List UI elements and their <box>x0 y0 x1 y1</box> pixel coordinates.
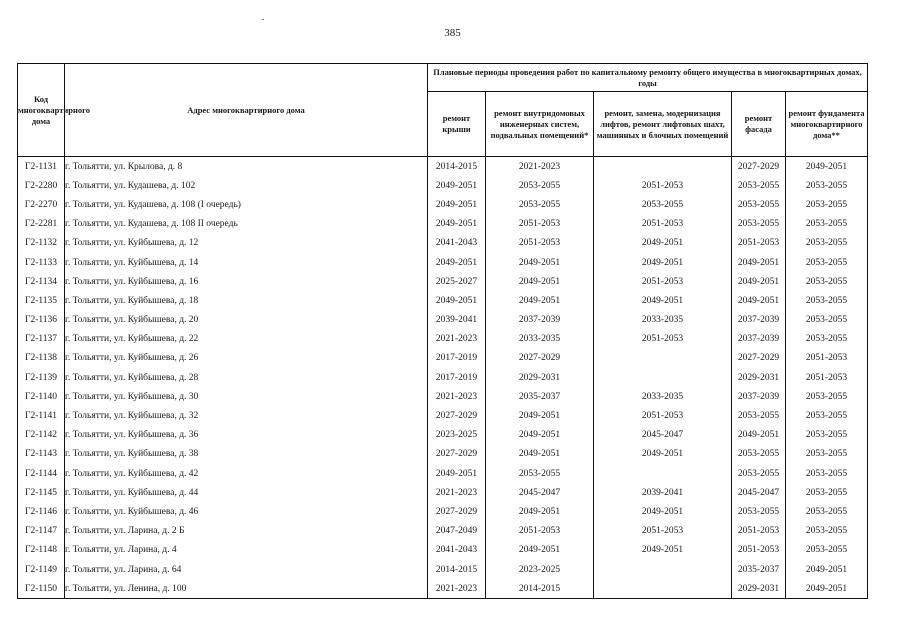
cell-foundation: 2049-2051 <box>786 579 868 599</box>
cell-code: Г2-1131 <box>18 157 65 177</box>
cell-facade: 2049-2051 <box>732 426 786 445</box>
cell-facade: 2053-2055 <box>732 464 786 483</box>
cell-systems: 2035-2037 <box>486 387 594 406</box>
cell-facade: 2053-2055 <box>732 445 786 464</box>
cell-foundation: 2051-2053 <box>786 349 868 368</box>
cell-facade: 2053-2055 <box>732 406 786 425</box>
cell-foundation: 2053-2055 <box>786 291 868 310</box>
cell-code: Г2-1143 <box>18 445 65 464</box>
cell-systems: 2037-2039 <box>486 311 594 330</box>
cell-facade: 2049-2051 <box>732 291 786 310</box>
cell-code: Г2-1140 <box>18 387 65 406</box>
table-row <box>18 272 868 291</box>
cell-facade: 2053-2055 <box>732 176 786 195</box>
cell-foundation: 2053-2055 <box>786 522 868 541</box>
cell-roof: 2049-2051 <box>428 464 486 483</box>
cell-roof: 2021-2023 <box>428 387 486 406</box>
table-row <box>18 176 868 195</box>
table-row <box>18 234 868 253</box>
header-address: Адрес многоквартирного дома <box>65 64 428 157</box>
cell-systems: 2049-2051 <box>486 445 594 464</box>
cell-facade: 2049-2051 <box>732 272 786 291</box>
cell-roof: 2017-2019 <box>428 368 486 387</box>
cell-roof: 2049-2051 <box>428 195 486 214</box>
header-periods-group: Плановые периоды проведения работ по капитальному ремонту общего имущества в многоквартирных домах, годы <box>428 64 868 92</box>
cell-address: г. Тольятти, ул. Куйбышева, д. 42 <box>65 464 428 483</box>
cell-foundation: 2053-2055 <box>786 387 868 406</box>
cell-elevators: 2051-2053 <box>594 176 732 195</box>
cell-foundation: 2053-2055 <box>786 445 868 464</box>
cell-roof: 2021-2023 <box>428 579 486 599</box>
cell-foundation: 2053-2055 <box>786 464 868 483</box>
cell-roof: 2014-2015 <box>428 157 486 177</box>
cell-facade: 2051-2053 <box>732 234 786 253</box>
cell-elevators <box>594 368 732 387</box>
cell-address: г. Тольятти, ул. Куйбышева, д. 14 <box>65 253 428 272</box>
cell-facade: 2053-2055 <box>732 215 786 234</box>
cell-foundation: 2053-2055 <box>786 483 868 502</box>
header-foundation: ремонт фундамента многоквартирного дома** <box>786 92 868 157</box>
cell-foundation: 2053-2055 <box>786 311 868 330</box>
table-row <box>18 311 868 330</box>
cell-foundation: 2053-2055 <box>786 176 868 195</box>
cell-facade: 2051-2053 <box>732 541 786 560</box>
cell-roof: 2027-2029 <box>428 445 486 464</box>
cell-elevators: 2051-2053 <box>594 406 732 425</box>
cell-address: г. Тольятти, ул. Крылова, д. 8 <box>65 157 428 177</box>
cell-systems: 2049-2051 <box>486 272 594 291</box>
cell-foundation: 2049-2051 <box>786 157 868 177</box>
cell-roof: 2039-2041 <box>428 311 486 330</box>
cell-systems: 2021-2023 <box>486 157 594 177</box>
header-roof: ремонт крыши <box>428 92 486 157</box>
cell-code: Г2-2280 <box>18 176 65 195</box>
cell-address: г. Тольятти, ул. Ленина, д. 100 <box>65 579 428 599</box>
table-row <box>18 157 868 177</box>
table-row <box>18 541 868 560</box>
cell-address: г. Тольятти, ул. Кудашева, д. 108 II очередь <box>65 215 428 234</box>
cell-roof: 2025-2027 <box>428 272 486 291</box>
cell-elevators: 2039-2041 <box>594 483 732 502</box>
cell-facade: 2027-2029 <box>732 349 786 368</box>
cell-facade: 2051-2053 <box>732 522 786 541</box>
table-row <box>18 426 868 445</box>
table-row <box>18 522 868 541</box>
cell-address: г. Тольятти, ул. Кудашева, д. 108 (I очередь) <box>65 195 428 214</box>
cell-systems: 2014-2015 <box>486 579 594 599</box>
table-row <box>18 579 868 599</box>
cell-elevators: 2049-2051 <box>594 541 732 560</box>
cell-roof: 2017-2019 <box>428 349 486 368</box>
cell-foundation: 2053-2055 <box>786 234 868 253</box>
repair-schedule-table <box>17 63 868 599</box>
cell-address: г. Тольятти, ул. Куйбышева, д. 18 <box>65 291 428 310</box>
cell-address: г. Тольятти, ул. Ларина, д. 64 <box>65 560 428 579</box>
cell-systems: 2049-2051 <box>486 541 594 560</box>
cell-roof: 2014-2015 <box>428 560 486 579</box>
cell-elevators: 2051-2053 <box>594 522 732 541</box>
cell-roof: 2041-2043 <box>428 541 486 560</box>
cell-systems: 2027-2029 <box>486 349 594 368</box>
cell-elevators: 2053-2055 <box>594 195 732 214</box>
table-row <box>18 291 868 310</box>
cell-code: Г2-1139 <box>18 368 65 387</box>
cell-code: Г2-1144 <box>18 464 65 483</box>
cell-code: Г2-1141 <box>18 406 65 425</box>
cell-facade: 2037-2039 <box>732 330 786 349</box>
cell-foundation: 2053-2055 <box>786 502 868 521</box>
cell-facade: 2053-2055 <box>732 502 786 521</box>
cell-address: г. Тольятти, ул. Куйбышева, д. 16 <box>65 272 428 291</box>
table-row <box>18 483 868 502</box>
cell-address: г. Тольятти, ул. Куйбышева, д. 36 <box>65 426 428 445</box>
cell-code: Г2-1138 <box>18 349 65 368</box>
cell-address: г. Тольятти, ул. Куйбышева, д. 38 <box>65 445 428 464</box>
cell-code: Г2-1133 <box>18 253 65 272</box>
cell-systems: 2053-2055 <box>486 464 594 483</box>
cell-facade: 2027-2029 <box>732 157 786 177</box>
cell-roof: 2049-2051 <box>428 176 486 195</box>
table-row <box>18 215 868 234</box>
header-systems: ремонт внутридомовых инженерных систем, подвальных помещений* <box>486 92 594 157</box>
cell-systems: 2051-2053 <box>486 522 594 541</box>
cell-roof: 2021-2023 <box>428 330 486 349</box>
cell-foundation: 2053-2055 <box>786 253 868 272</box>
cell-code: Г2-1145 <box>18 483 65 502</box>
cell-systems: 2051-2053 <box>486 234 594 253</box>
cell-code: Г2-1150 <box>18 579 65 599</box>
cell-address: г. Тольятти, ул. Ларина, д. 4 <box>65 541 428 560</box>
cell-foundation: 2053-2055 <box>786 195 868 214</box>
cell-address: г. Тольятти, ул. Куйбышева, д. 28 <box>65 368 428 387</box>
page-number: 385 <box>444 27 461 39</box>
cell-facade: 2029-2031 <box>732 579 786 599</box>
cell-facade: 2049-2051 <box>732 253 786 272</box>
table-row <box>18 195 868 214</box>
cell-code: Г2-1146 <box>18 502 65 521</box>
cell-systems: 2049-2051 <box>486 502 594 521</box>
cell-foundation: 2053-2055 <box>786 406 868 425</box>
cell-address: г. Тольятти, ул. Куйбышева, д. 22 <box>65 330 428 349</box>
cell-elevators: 2033-2035 <box>594 387 732 406</box>
cell-foundation: 2051-2053 <box>786 368 868 387</box>
cell-elevators: 2033-2035 <box>594 311 732 330</box>
cell-code: Г2-2270 <box>18 195 65 214</box>
cell-systems: 2023-2025 <box>486 560 594 579</box>
cell-systems: 2049-2051 <box>486 406 594 425</box>
header-elevators: ремонт, замена, модернизация лифтов, ремонт лифтовых шахт, машинных и блочных помещений <box>594 92 732 157</box>
cell-address: г. Тольятти, ул. Кудашева, д. 102 <box>65 176 428 195</box>
cell-code: Г2-1134 <box>18 272 65 291</box>
cell-facade: 2037-2039 <box>732 387 786 406</box>
table-row <box>18 445 868 464</box>
cell-roof: 2021-2023 <box>428 483 486 502</box>
cell-systems: 2053-2055 <box>486 176 594 195</box>
cell-address: г. Тольятти, ул. Куйбышева, д. 30 <box>65 387 428 406</box>
cell-elevators: 2051-2053 <box>594 330 732 349</box>
table-row <box>18 253 868 272</box>
cell-roof: 2027-2029 <box>428 502 486 521</box>
table-row <box>18 330 868 349</box>
cell-foundation: 2053-2055 <box>786 541 868 560</box>
cell-address: г. Тольятти, ул. Куйбышева, д. 46 <box>65 502 428 521</box>
cell-code: Г2-1149 <box>18 560 65 579</box>
cell-roof: 2049-2051 <box>428 215 486 234</box>
cell-facade: 2053-2055 <box>732 195 786 214</box>
cell-elevators: 2049-2051 <box>594 291 732 310</box>
cell-elevators: 2045-2047 <box>594 426 732 445</box>
cell-address: г. Тольятти, ул. Куйбышева, д. 20 <box>65 311 428 330</box>
table-row <box>18 387 868 406</box>
cell-foundation: 2049-2051 <box>786 560 868 579</box>
cell-systems: 2051-2053 <box>486 215 594 234</box>
table-row <box>18 464 868 483</box>
table-row <box>18 406 868 425</box>
cell-systems: 2049-2051 <box>486 291 594 310</box>
table-row <box>18 560 868 579</box>
header-code: Код многоквартирного дома <box>18 64 65 157</box>
cell-code: Г2-1135 <box>18 291 65 310</box>
cell-facade: 2029-2031 <box>732 368 786 387</box>
cell-code: Г2-1136 <box>18 311 65 330</box>
cell-code: Г2-1148 <box>18 541 65 560</box>
scan-mark <box>262 19 264 20</box>
cell-address: г. Тольятти, ул. Куйбышева, д. 32 <box>65 406 428 425</box>
cell-roof: 2047-2049 <box>428 522 486 541</box>
cell-systems: 2029-2031 <box>486 368 594 387</box>
cell-code: Г2-1147 <box>18 522 65 541</box>
cell-facade: 2035-2037 <box>732 560 786 579</box>
cell-facade: 2037-2039 <box>732 311 786 330</box>
cell-elevators <box>594 579 732 599</box>
cell-systems: 2049-2051 <box>486 253 594 272</box>
cell-code: Г2-2281 <box>18 215 65 234</box>
cell-systems: 2049-2051 <box>486 426 594 445</box>
cell-elevators: 2051-2053 <box>594 272 732 291</box>
cell-systems: 2053-2055 <box>486 195 594 214</box>
cell-roof: 2027-2029 <box>428 406 486 425</box>
cell-systems: 2033-2035 <box>486 330 594 349</box>
cell-code: Г2-1142 <box>18 426 65 445</box>
cell-elevators <box>594 349 732 368</box>
table-row <box>18 502 868 521</box>
cell-elevators <box>594 157 732 177</box>
cell-foundation: 2053-2055 <box>786 426 868 445</box>
cell-elevators: 2049-2051 <box>594 253 732 272</box>
header-facade: ремонт фасада <box>732 92 786 157</box>
cell-foundation: 2053-2055 <box>786 215 868 234</box>
cell-roof: 2023-2025 <box>428 426 486 445</box>
cell-elevators: 2049-2051 <box>594 502 732 521</box>
cell-roof: 2041-2043 <box>428 234 486 253</box>
cell-facade: 2045-2047 <box>732 483 786 502</box>
cell-address: г. Тольятти, ул. Куйбышева, д. 26 <box>65 349 428 368</box>
cell-code: Г2-1132 <box>18 234 65 253</box>
cell-roof: 2049-2051 <box>428 253 486 272</box>
cell-foundation: 2053-2055 <box>786 272 868 291</box>
cell-elevators <box>594 464 732 483</box>
table-row <box>18 349 868 368</box>
cell-elevators: 2049-2051 <box>594 234 732 253</box>
cell-foundation: 2053-2055 <box>786 330 868 349</box>
cell-address: г. Тольятти, ул. Ларина, д. 2 Б <box>65 522 428 541</box>
cell-elevators <box>594 560 732 579</box>
cell-address: г. Тольятти, ул. Куйбышева, д. 44 <box>65 483 428 502</box>
cell-elevators: 2049-2051 <box>594 445 732 464</box>
cell-systems: 2045-2047 <box>486 483 594 502</box>
cell-address: г. Тольятти, ул. Куйбышева, д. 12 <box>65 234 428 253</box>
table-row <box>18 368 868 387</box>
cell-code: Г2-1137 <box>18 330 65 349</box>
table-body <box>18 157 868 599</box>
cell-elevators: 2051-2053 <box>594 215 732 234</box>
cell-roof: 2049-2051 <box>428 291 486 310</box>
